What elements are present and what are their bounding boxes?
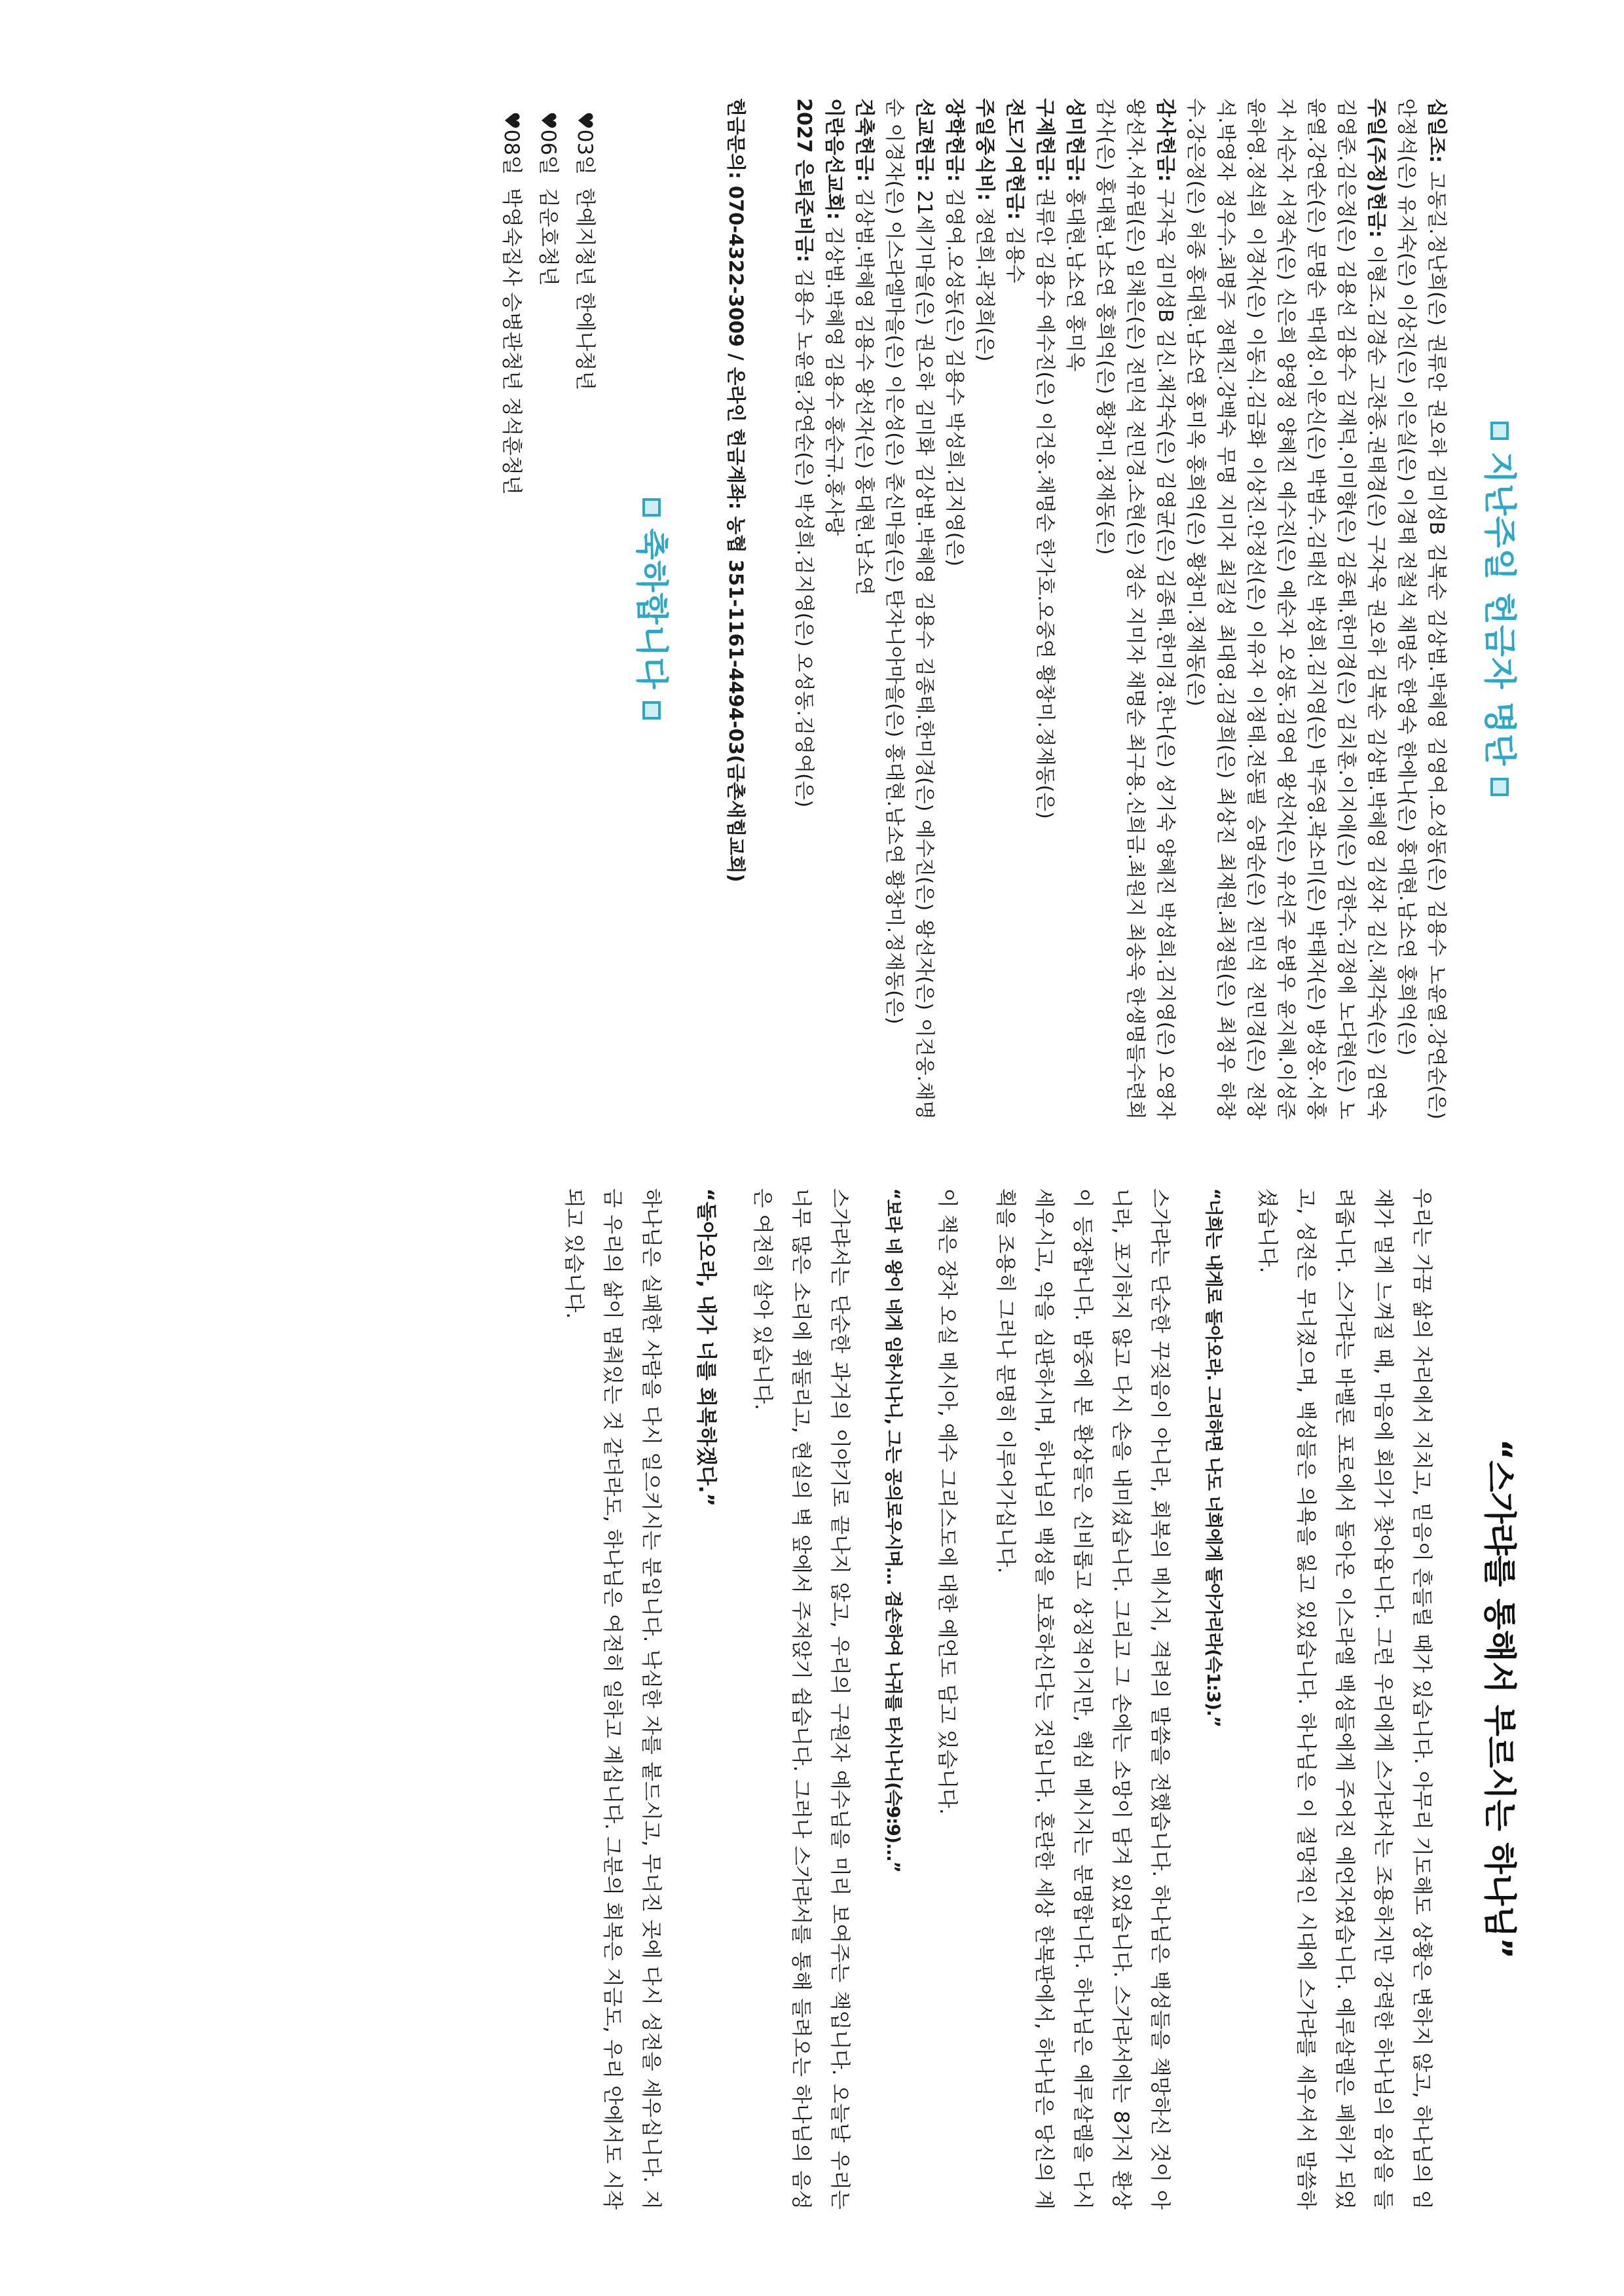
birthday-names: 박영숙집사 승병관청년 정석훈청년 (500, 187, 523, 495)
entry-category: 장학헌금: (943, 98, 966, 182)
square-bullet-icon (1491, 422, 1509, 440)
entry-category: 구제헌금: (1033, 98, 1056, 182)
sermon-title: “스가랴를 통해서 부르시는 하나님” (1481, 1438, 1519, 1959)
entry-names: 김상범.박혜영 김용수 왕선자(은) 홍대현.남소연 (853, 188, 876, 596)
sermon-paragraph: 이 책은 장차 오실 메시아, 예수 그리스도에 대한 예언도 담고 있습니다. (935, 1188, 959, 1815)
birthday-item (530, 111, 566, 1120)
birthday-day: 06일 (536, 129, 560, 175)
donor-entry (849, 98, 879, 1120)
scripture-quote: “너희는 내게로 돌아오라. 그리하면 나도 너희에게 돌아가리라(슥1:3).” (1203, 1188, 1223, 1727)
entry-category: 주일중식비: (973, 98, 996, 201)
sermon-column (534, 1188, 1526, 2210)
entry-names: 홍대현.남소연 홍미옥 (1063, 188, 1086, 372)
square-bullet-icon (643, 498, 661, 517)
donor-entries (788, 98, 1451, 1120)
entry-names: 권류안 김용수 예수진(은) 이건웅.채명순 한가호.오중연 황창미.정재동(은) (1033, 188, 1056, 819)
entry-category: 십일조: (1425, 98, 1448, 163)
entry-category: 선교헌금: (913, 98, 936, 182)
entry-names: 김영여.오성동(은) 김용수 박성희.김지영(은) (943, 188, 966, 567)
donor-entry (788, 98, 819, 1120)
entry-names: 정연희.곽정희(은) (973, 207, 996, 362)
heart-icon: ♥ (536, 111, 560, 130)
entry-names: 21세기마을(은) 권오하 김미화 김상범.박혜영 김용수 김종태.한미경(은) 예수진(은) 왕선자(은) 이건웅.채명순 이경자(은) 이스라엘마을(은) 이은성(은) 춘신마을(은) 탄자니아마을(은) 홍대현.남소연 황창미.정재동(은) (883, 98, 936, 1120)
sermon-paragraph: 우리는 가끔 삶의 자리에서 지치고, 믿음이 흔들릴 때가 있습니다. 아무리 기도해도 상황은 변하지 않고, 하나님의 임재가 멀게 느껴질 때, 마음에 회의가 찾아옵니다. 그런 우리에게 스가랴서는 조용하지만 강력한 하나님의 음성을 들려줍니다. 스가랴는 바벨론 포로에서 돌아온 이스라엘 백성들에게 주어진 예언자였습니다. 예루살렘은 폐허가 되었고, 성전은 무너졌으며, 백성들은 의욕을 잃고 있었습니다. 하나님은 이 절망적인 시대에 스가랴를 세우셔서 말씀하셨습니다. (1255, 1188, 1433, 2210)
entry-names: 이형조.김경순 고찬종.권태경(은) 구자욱 권오하 김복순 김상범.박혜영 김성자 김신.채각숙(은) 김연숙 김영준.김은정(은) 김용선 김용수 김재덕.이미향(은) 김종태.한미경(은) 김치훈.이지애(은) 김한수.김정애 노다현(은) 노윤열.강연순(은) 문명순 박대성.이운신(은) 박범수.김태선 박성희.김지영(은) 박주영.곽소미(은) 박태자(은) 방성웅.서홍자 서순자 서정숙(은) 신은희 양영정 양혜진 예수진(은) 예순자 오성동.김영여 왕선자(은) 유선주 윤병우 윤지혜.이성준 윤하영.정석희 이경자(은) 이동식.김금화 이상진.안정선(은) 이유자 이정태.전동필 승명순(은) 전민석 전민경(은) 전창석.박영자 정우수.최명주 정태진.강백숙 무명 지미자 최길성 최대영.김경희(은) 최상진 최재원.최정원(은) 최정우 하창수.강은정(은) 허종 홍대현.남소연 홍미옥 홍희억(은) 황창미.정재동(은) (1184, 98, 1388, 1120)
entry-names: 구자욱 김미성B 김신.채각숙(은) 김영균(은) 김종태.한미경.한나(은) 성기숙 양혜진 박성희.김지영(은) 오영자 왕선자.서유림(은) 임채은(은) 전민석 전민경.소현(은) 정순 지미자 채명순 최구용.신희금.최원지 최송욱 한생명들수련회감사(은) 홍대현.남소연 홍희억(은) 황창미.정재동(은) (1094, 98, 1177, 1120)
scripture-quote: “돌아오라, 내가 너를 회복하겠다.” (694, 1188, 718, 1506)
square-bullet-icon (643, 701, 661, 720)
congrats-title (631, 98, 678, 1120)
heart-icon: ♥ (573, 111, 597, 130)
entry-category: 주일(주정)헌금: (1365, 98, 1388, 238)
entry-category: 성미헌금: (1063, 98, 1086, 182)
sermon-paragraph: 스가랴는 단순한 꾸짖음이 아니라, 회복의 메시지, 격려의 말씀을 전했습니다. 하나님은 백성들을 책망하신 것이 아니라, 포기하지 않고 다시 손을 내미셨습니다. 그리고 그 손에는 소망이 담겨 있었습니다. 스가랴서에는 8가지 환상이 등장합니다. 밤중에 본 환상들은 신비롭고 상징적이지만, 핵심 메시지는 분명합니다. 하나님은 예루살렘을 다시 세우시고, 악을 심판하시며, 하나님의 백성을 보호하신다는 것입니다. 혼란한 세상 한복판에서, 하나님은 당신의 계획을 조용히 그러나 분명히 이루어가십니다. (993, 1188, 1172, 2210)
donor-column (493, 98, 1526, 1120)
entry-category: 이란음선교회: (822, 98, 845, 220)
birthday-day: 08일 (500, 129, 523, 175)
scripture-quote: “보라 네 왕이 네게 임하시나니, 그는 공의로우시며... 겸손하여 나귀를 타시나니(슥9:9)...” (883, 1188, 903, 1872)
donor-entry (1090, 98, 1180, 1120)
offering-inquiry: 헌금문의: 070-4322-3009 / 온라인 헌금계좌: 농협 351-1161-4494-03(금촌새힘교회) (725, 98, 747, 883)
birthday-item (566, 111, 603, 1120)
entry-category: 2027 은퇴준비금: (792, 98, 815, 263)
donor-list-title (1479, 98, 1526, 1120)
entry-names: 김용수 (1003, 226, 1026, 283)
donor-list-title-text: 지난주일 헌금자 명단 (1481, 451, 1519, 767)
entry-names: 김용수 노윤열.강연순(은) 박성희.김지영(은) 오성동.김영여(은) (792, 268, 815, 808)
entry-names: 김상범.박혜영 김용수 홍순규.홍사랑 (822, 226, 845, 536)
heart-icon: ♥ (500, 111, 523, 130)
donor-entry (969, 98, 999, 1120)
donor-entry (1029, 98, 1060, 1120)
birthday-names: 김운호청년 (536, 187, 560, 286)
entry-names: 고동길.정난희(은) 권류안 권오하 김미성B 김복순 김상범.박혜영 김영여.오성동(은) 김용수 노윤열.강연순(은) 안정석(은) 유지숙(은) 이상진(은) 이은실(은) 이경태 전철석 채명순 한영숙 한에나(은) 홍대현.남소연 홍희억(은) (1395, 98, 1448, 1120)
birthday-item (493, 111, 530, 1120)
donor-entry (1180, 98, 1391, 1120)
entry-category: 전도기여헌금: (1003, 98, 1026, 220)
donor-entry (819, 98, 849, 1120)
entry-category: 건축헌금: (853, 98, 876, 182)
donor-entry (1391, 98, 1451, 1120)
donor-entry (879, 98, 939, 1120)
donor-entry (939, 98, 969, 1120)
donor-entry (999, 98, 1029, 1120)
sermon-paragraph: 하나님은 실패한 사람을 다시 일으키시는 분입니다. 낙심한 자를 붙드시고, 무너진 곳에 다시 성전을 세우십니다. 지금 우리의 삶이 멈춰있는 것 같더라도, 하나님은 여전히 일하고 계십니다. 그분의 회복은 지금도, 우리 안에서도 시작되고 있습니다. (562, 1188, 663, 2210)
sermon-paragraph: 스가랴서는 단순한 과거의 이야기로 끝나지 않고, 우리의 구원자 예수님을 미리 보여주는 책입니다. 오늘날 우리는 너무 많은 소리에 휘둘리고, 현실의 벽 앞에서 주저앉기 쉽습니다. 그러나 스가랴서를 통해 들려오는 하나님의 음성은 여전히 살아 있습니다. (750, 1188, 851, 2210)
congrats-title-text: 축하합니다 (633, 528, 671, 690)
birthday-names: 한예지청년 한에나청년 (573, 187, 597, 391)
donor-entry (1060, 98, 1090, 1120)
birthday-day: 03일 (573, 129, 597, 175)
entry-category: 감사헌금: (1154, 98, 1177, 182)
congrats-section (493, 98, 678, 1120)
square-bullet-icon (1491, 778, 1509, 796)
